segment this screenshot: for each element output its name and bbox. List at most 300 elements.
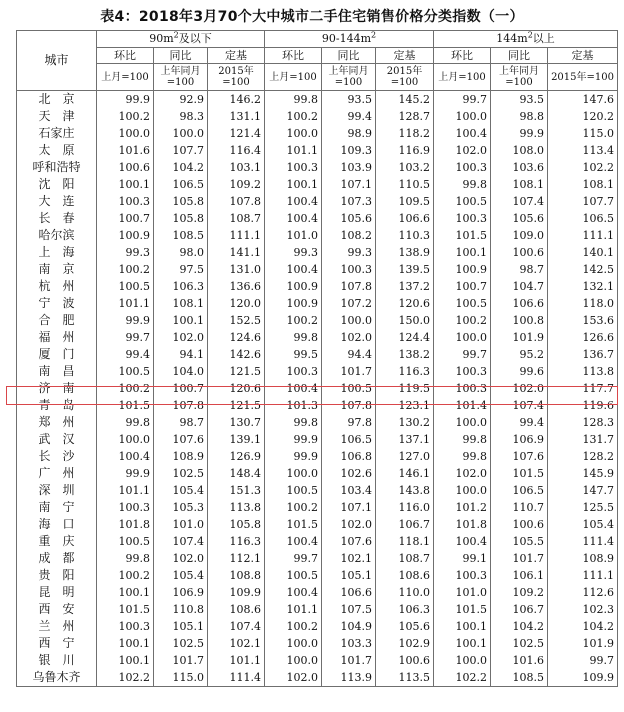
value-cell: 101.3 <box>265 397 322 414</box>
value-cell: 100.7 <box>434 278 491 295</box>
value-cell: 99.5 <box>265 346 322 363</box>
value-cell: 128.3 <box>548 414 618 431</box>
value-cell: 100.3 <box>434 210 491 227</box>
table-row <box>17 516 618 533</box>
value-cell: 99.9 <box>97 465 154 482</box>
group-label: 144m <box>496 32 528 45</box>
value-cell: 100.3 <box>97 193 154 210</box>
value-cell: 107.8 <box>322 278 376 295</box>
value-cell: 99.1 <box>434 550 491 567</box>
value-cell: 118.1 <box>376 533 434 550</box>
table-row <box>17 652 618 669</box>
value-cell: 106.3 <box>154 278 208 295</box>
value-cell: 99.3 <box>265 244 322 261</box>
value-cell: 98.9 <box>322 125 376 142</box>
city-cell: 宁 波 <box>17 295 97 312</box>
value-cell: 101.1 <box>97 482 154 499</box>
city-column-header: 城市 <box>17 31 97 91</box>
value-cell: 100.0 <box>434 652 491 669</box>
city-cell: 深 圳 <box>17 482 97 499</box>
value-cell: 105.4 <box>548 516 618 533</box>
value-cell: 136.6 <box>208 278 265 295</box>
table-row <box>17 465 618 482</box>
value-cell: 100.2 <box>97 261 154 278</box>
value-cell: 148.4 <box>208 465 265 482</box>
value-cell: 124.6 <box>208 329 265 346</box>
value-cell: 100.0 <box>265 652 322 669</box>
value-cell: 101.5 <box>434 227 491 244</box>
value-cell: 104.2 <box>491 618 548 635</box>
value-cell: 99.9 <box>97 91 154 109</box>
table-row <box>17 142 618 159</box>
value-cell: 101.8 <box>434 516 491 533</box>
group-sup: 2 <box>173 30 179 40</box>
value-cell: 147.6 <box>548 91 618 109</box>
value-cell: 99.4 <box>491 414 548 431</box>
value-cell: 107.7 <box>154 142 208 159</box>
value-cell: 106.7 <box>376 516 434 533</box>
value-cell: 126.9 <box>208 448 265 465</box>
value-cell: 105.8 <box>208 516 265 533</box>
value-cell: 101.1 <box>97 295 154 312</box>
city-cell: 重 庆 <box>17 533 97 550</box>
table-row <box>17 397 618 414</box>
city-cell: 郑 州 <box>17 414 97 431</box>
value-cell: 102.2 <box>548 159 618 176</box>
price-index-table <box>16 30 618 687</box>
city-cell: 西 宁 <box>17 635 97 652</box>
value-cell: 110.7 <box>491 499 548 516</box>
base-header-cell: 上年同月=100 <box>491 64 548 91</box>
value-cell: 101.5 <box>265 516 322 533</box>
value-cell: 102.0 <box>434 142 491 159</box>
value-cell: 100.2 <box>434 312 491 329</box>
table-row <box>17 533 618 550</box>
city-cell: 兰 州 <box>17 618 97 635</box>
table-row <box>17 125 618 142</box>
city-cell: 南 京 <box>17 261 97 278</box>
value-cell: 106.1 <box>491 567 548 584</box>
table-title: 表4：2018年3月70个大中城市二手住宅销售价格分类指数（一） <box>100 9 524 25</box>
value-cell: 139.5 <box>376 261 434 278</box>
sub-header-cell: 定基 <box>548 48 618 64</box>
value-cell: 100.5 <box>434 193 491 210</box>
value-cell: 106.9 <box>154 584 208 601</box>
value-cell: 101.5 <box>97 397 154 414</box>
value-cell: 106.9 <box>491 431 548 448</box>
value-cell: 93.5 <box>322 91 376 109</box>
value-cell: 107.4 <box>491 397 548 414</box>
table-row <box>17 108 618 125</box>
value-cell: 101.5 <box>97 601 154 618</box>
value-cell: 110.3 <box>376 227 434 244</box>
base-header-cell: 上年同月=100 <box>154 64 208 91</box>
value-cell: 108.6 <box>208 601 265 618</box>
value-cell: 100.3 <box>434 159 491 176</box>
value-cell: 151.3 <box>208 482 265 499</box>
value-cell: 101.0 <box>265 227 322 244</box>
value-cell: 120.0 <box>208 295 265 312</box>
value-cell: 119.5 <box>376 380 434 397</box>
value-cell: 101.7 <box>154 652 208 669</box>
value-cell: 104.2 <box>548 618 618 635</box>
value-cell: 107.2 <box>322 295 376 312</box>
value-cell: 92.9 <box>154 91 208 109</box>
value-cell: 99.8 <box>265 91 322 109</box>
value-cell: 100.4 <box>265 210 322 227</box>
value-cell: 102.0 <box>154 329 208 346</box>
value-cell: 123.1 <box>376 397 434 414</box>
table-row <box>17 363 618 380</box>
base-header-cell: 上月=100 <box>97 64 154 91</box>
group-label: 90m <box>149 32 174 45</box>
value-cell: 130.7 <box>208 414 265 431</box>
value-cell: 107.4 <box>208 618 265 635</box>
value-cell: 98.8 <box>491 108 548 125</box>
value-cell: 100.4 <box>265 380 322 397</box>
value-cell: 107.3 <box>322 193 376 210</box>
value-cell: 145.2 <box>376 91 434 109</box>
table-row <box>17 261 618 278</box>
value-cell: 100.2 <box>265 108 322 125</box>
value-cell: 100.5 <box>322 380 376 397</box>
value-cell: 104.0 <box>154 363 208 380</box>
value-cell: 102.1 <box>208 635 265 652</box>
value-cell: 121.4 <box>208 125 265 142</box>
value-cell: 131.0 <box>208 261 265 278</box>
value-cell: 103.6 <box>491 159 548 176</box>
value-cell: 100.3 <box>434 363 491 380</box>
table-row <box>17 431 618 448</box>
value-cell: 103.4 <box>322 482 376 499</box>
value-cell: 100.2 <box>97 380 154 397</box>
value-cell: 100.2 <box>265 312 322 329</box>
value-cell: 109.5 <box>376 193 434 210</box>
value-cell: 107.1 <box>322 499 376 516</box>
group-sup: 2 <box>527 30 533 40</box>
value-cell: 113.4 <box>548 142 618 159</box>
table-row <box>17 244 618 261</box>
sub-header-cell: 环比 <box>97 48 154 64</box>
value-cell: 107.6 <box>491 448 548 465</box>
value-cell: 101.1 <box>265 142 322 159</box>
city-cell: 南 昌 <box>17 363 97 380</box>
value-cell: 107.8 <box>208 193 265 210</box>
value-cell: 102.2 <box>434 669 491 687</box>
value-cell: 102.0 <box>434 465 491 482</box>
value-cell: 108.2 <box>322 227 376 244</box>
value-cell: 120.6 <box>376 295 434 312</box>
table-row <box>17 346 618 363</box>
city-cell: 石家庄 <box>17 125 97 142</box>
value-cell: 101.6 <box>491 652 548 669</box>
value-cell: 108.0 <box>491 142 548 159</box>
value-cell: 120.2 <box>548 108 618 125</box>
city-cell: 天 津 <box>17 108 97 125</box>
value-cell: 106.6 <box>376 210 434 227</box>
table-row <box>17 278 618 295</box>
value-cell: 99.3 <box>322 244 376 261</box>
value-cell: 99.8 <box>434 431 491 448</box>
value-cell: 110.8 <box>154 601 208 618</box>
value-cell: 99.7 <box>548 652 618 669</box>
value-cell: 100.4 <box>265 584 322 601</box>
value-cell: 103.2 <box>376 159 434 176</box>
value-cell: 137.2 <box>376 278 434 295</box>
value-cell: 109.3 <box>322 142 376 159</box>
value-cell: 108.1 <box>491 176 548 193</box>
city-cell: 太 原 <box>17 142 97 159</box>
value-cell: 136.7 <box>548 346 618 363</box>
value-cell: 100.1 <box>97 635 154 652</box>
city-cell: 西 安 <box>17 601 97 618</box>
base-header-cell: 2015年=100 <box>208 64 265 91</box>
value-cell: 121.5 <box>208 363 265 380</box>
value-cell: 108.5 <box>154 227 208 244</box>
group-label-suffix: 以上 <box>532 32 555 45</box>
value-cell: 113.9 <box>322 669 376 687</box>
city-cell: 大 连 <box>17 193 97 210</box>
value-cell: 153.6 <box>548 312 618 329</box>
table-row <box>17 210 618 227</box>
value-cell: 115.0 <box>154 669 208 687</box>
base-header-cell: 2015年=100 <box>376 64 434 91</box>
value-cell: 97.5 <box>154 261 208 278</box>
value-cell: 101.7 <box>322 363 376 380</box>
value-cell: 101.1 <box>265 601 322 618</box>
value-cell: 102.0 <box>322 516 376 533</box>
value-cell: 137.1 <box>376 431 434 448</box>
value-cell: 94.1 <box>154 346 208 363</box>
table-row <box>17 176 618 193</box>
value-cell: 132.1 <box>548 278 618 295</box>
value-cell: 101.0 <box>154 516 208 533</box>
value-cell: 100.4 <box>265 533 322 550</box>
city-cell: 北 京 <box>17 91 97 109</box>
value-cell: 107.8 <box>322 397 376 414</box>
value-cell: 100.2 <box>97 108 154 125</box>
value-cell: 138.2 <box>376 346 434 363</box>
value-cell: 100.0 <box>434 482 491 499</box>
sub-header-cell: 定基 <box>208 48 265 64</box>
value-cell: 106.5 <box>154 176 208 193</box>
value-cell: 100.3 <box>322 261 376 278</box>
value-cell: 100.6 <box>376 652 434 669</box>
group-sup: 2 <box>371 30 377 40</box>
value-cell: 107.4 <box>491 193 548 210</box>
value-cell: 102.5 <box>154 465 208 482</box>
value-cell: 109.0 <box>491 227 548 244</box>
table-row <box>17 635 618 652</box>
value-cell: 104.7 <box>491 278 548 295</box>
value-cell: 101.6 <box>97 142 154 159</box>
value-cell: 100.0 <box>265 465 322 482</box>
city-cell: 合 肥 <box>17 312 97 329</box>
value-cell: 99.9 <box>265 431 322 448</box>
value-cell: 108.8 <box>208 567 265 584</box>
table-row <box>17 414 618 431</box>
city-cell: 贵 阳 <box>17 567 97 584</box>
city-cell: 武 汉 <box>17 431 97 448</box>
value-cell: 100.4 <box>97 448 154 465</box>
base-header-cell: 上月=100 <box>434 64 491 91</box>
value-cell: 100.9 <box>265 295 322 312</box>
value-cell: 100.3 <box>265 363 322 380</box>
value-cell: 110.0 <box>376 584 434 601</box>
value-cell: 100.3 <box>97 499 154 516</box>
value-cell: 100.5 <box>265 567 322 584</box>
value-cell: 101.9 <box>491 329 548 346</box>
value-cell: 99.7 <box>265 550 322 567</box>
value-cell: 100.9 <box>265 278 322 295</box>
value-cell: 108.7 <box>208 210 265 227</box>
value-cell: 105.6 <box>376 618 434 635</box>
value-cell: 106.7 <box>491 601 548 618</box>
value-cell: 100.0 <box>434 414 491 431</box>
sub-header-cell: 环比 <box>434 48 491 64</box>
table-row <box>17 312 618 329</box>
value-cell: 103.9 <box>322 159 376 176</box>
table-row <box>17 499 618 516</box>
value-cell: 138.9 <box>376 244 434 261</box>
value-cell: 109.9 <box>208 584 265 601</box>
value-cell: 102.3 <box>548 601 618 618</box>
table-row <box>17 567 618 584</box>
value-cell: 108.1 <box>154 295 208 312</box>
value-cell: 101.1 <box>208 652 265 669</box>
value-cell: 100.6 <box>97 159 154 176</box>
value-cell: 101.5 <box>434 601 491 618</box>
value-cell: 104.2 <box>154 159 208 176</box>
value-cell: 113.5 <box>376 669 434 687</box>
value-cell: 100.4 <box>434 125 491 142</box>
value-cell: 100.3 <box>434 567 491 584</box>
city-cell: 海 口 <box>17 516 97 533</box>
table-row <box>17 295 618 312</box>
value-cell: 100.1 <box>434 244 491 261</box>
group-label: 90-144m <box>321 32 372 45</box>
value-cell: 99.7 <box>434 346 491 363</box>
value-cell: 105.6 <box>322 210 376 227</box>
value-cell: 152.5 <box>208 312 265 329</box>
value-cell: 98.7 <box>154 414 208 431</box>
value-cell: 103.3 <box>322 635 376 652</box>
value-cell: 105.5 <box>491 533 548 550</box>
city-cell: 上 海 <box>17 244 97 261</box>
value-cell: 141.1 <box>208 244 265 261</box>
value-cell: 100.9 <box>434 261 491 278</box>
value-cell: 102.2 <box>97 669 154 687</box>
value-cell: 100.9 <box>97 227 154 244</box>
value-cell: 106.6 <box>322 584 376 601</box>
value-cell: 139.1 <box>208 431 265 448</box>
value-cell: 101.2 <box>434 499 491 516</box>
value-cell: 105.6 <box>491 210 548 227</box>
value-cell: 106.5 <box>322 431 376 448</box>
group-header-medium <box>265 31 434 48</box>
value-cell: 106.5 <box>491 482 548 499</box>
value-cell: 102.6 <box>322 465 376 482</box>
value-cell: 99.6 <box>491 363 548 380</box>
value-cell: 100.4 <box>265 261 322 278</box>
value-cell: 99.8 <box>97 550 154 567</box>
value-cell: 102.0 <box>154 550 208 567</box>
value-cell: 100.0 <box>322 312 376 329</box>
base-header-cell: 上年同月=100 <box>322 64 376 91</box>
value-cell: 106.8 <box>322 448 376 465</box>
sub-header-row <box>17 48 618 64</box>
value-cell: 99.8 <box>434 448 491 465</box>
value-cell: 101.8 <box>97 516 154 533</box>
value-cell: 98.3 <box>154 108 208 125</box>
table-row <box>17 193 618 210</box>
value-cell: 100.6 <box>491 516 548 533</box>
value-cell: 116.4 <box>208 142 265 159</box>
value-cell: 100.3 <box>265 159 322 176</box>
value-cell: 118.2 <box>376 125 434 142</box>
value-cell: 100.2 <box>265 499 322 516</box>
value-cell: 100.5 <box>265 482 322 499</box>
value-cell: 116.3 <box>376 363 434 380</box>
value-cell: 101.0 <box>434 584 491 601</box>
value-cell: 100.7 <box>154 380 208 397</box>
value-cell: 100.1 <box>97 176 154 193</box>
value-cell: 99.9 <box>265 448 322 465</box>
value-cell: 117.7 <box>548 380 618 397</box>
value-cell: 108.5 <box>491 669 548 687</box>
value-cell: 107.6 <box>322 533 376 550</box>
table-row <box>17 601 618 618</box>
value-cell: 111.1 <box>548 567 618 584</box>
value-cell: 108.7 <box>376 550 434 567</box>
value-cell: 113.8 <box>208 499 265 516</box>
value-cell: 100.0 <box>97 431 154 448</box>
value-cell: 99.7 <box>97 329 154 346</box>
table-row <box>17 159 618 176</box>
value-cell: 111.4 <box>548 533 618 550</box>
value-cell: 143.8 <box>376 482 434 499</box>
value-cell: 111.1 <box>208 227 265 244</box>
value-cell: 102.0 <box>265 669 322 687</box>
base-header-cell: 2015年=100 <box>548 64 618 91</box>
value-cell: 102.5 <box>154 635 208 652</box>
value-cell: 99.9 <box>97 312 154 329</box>
city-cell: 成 都 <box>17 550 97 567</box>
value-cell: 107.8 <box>154 397 208 414</box>
value-cell: 102.0 <box>322 329 376 346</box>
value-cell: 120.6 <box>208 380 265 397</box>
table-row <box>17 227 618 244</box>
city-cell: 长 沙 <box>17 448 97 465</box>
value-cell: 104.9 <box>322 618 376 635</box>
value-cell: 105.3 <box>154 499 208 516</box>
value-cell: 109.2 <box>491 584 548 601</box>
value-cell: 100.1 <box>97 652 154 669</box>
value-cell: 100.5 <box>97 533 154 550</box>
sub-header-cell: 定基 <box>376 48 434 64</box>
group-header-small <box>97 31 265 48</box>
value-cell: 99.8 <box>265 414 322 431</box>
value-cell: 94.4 <box>322 346 376 363</box>
value-cell: 100.1 <box>97 584 154 601</box>
sub-header-cell: 同比 <box>154 48 208 64</box>
value-cell: 100.0 <box>265 635 322 652</box>
base-header-cell: 上月=100 <box>265 64 322 91</box>
value-cell: 100.4 <box>265 193 322 210</box>
value-cell: 100.1 <box>434 618 491 635</box>
value-cell: 97.8 <box>322 414 376 431</box>
value-cell: 107.5 <box>322 601 376 618</box>
